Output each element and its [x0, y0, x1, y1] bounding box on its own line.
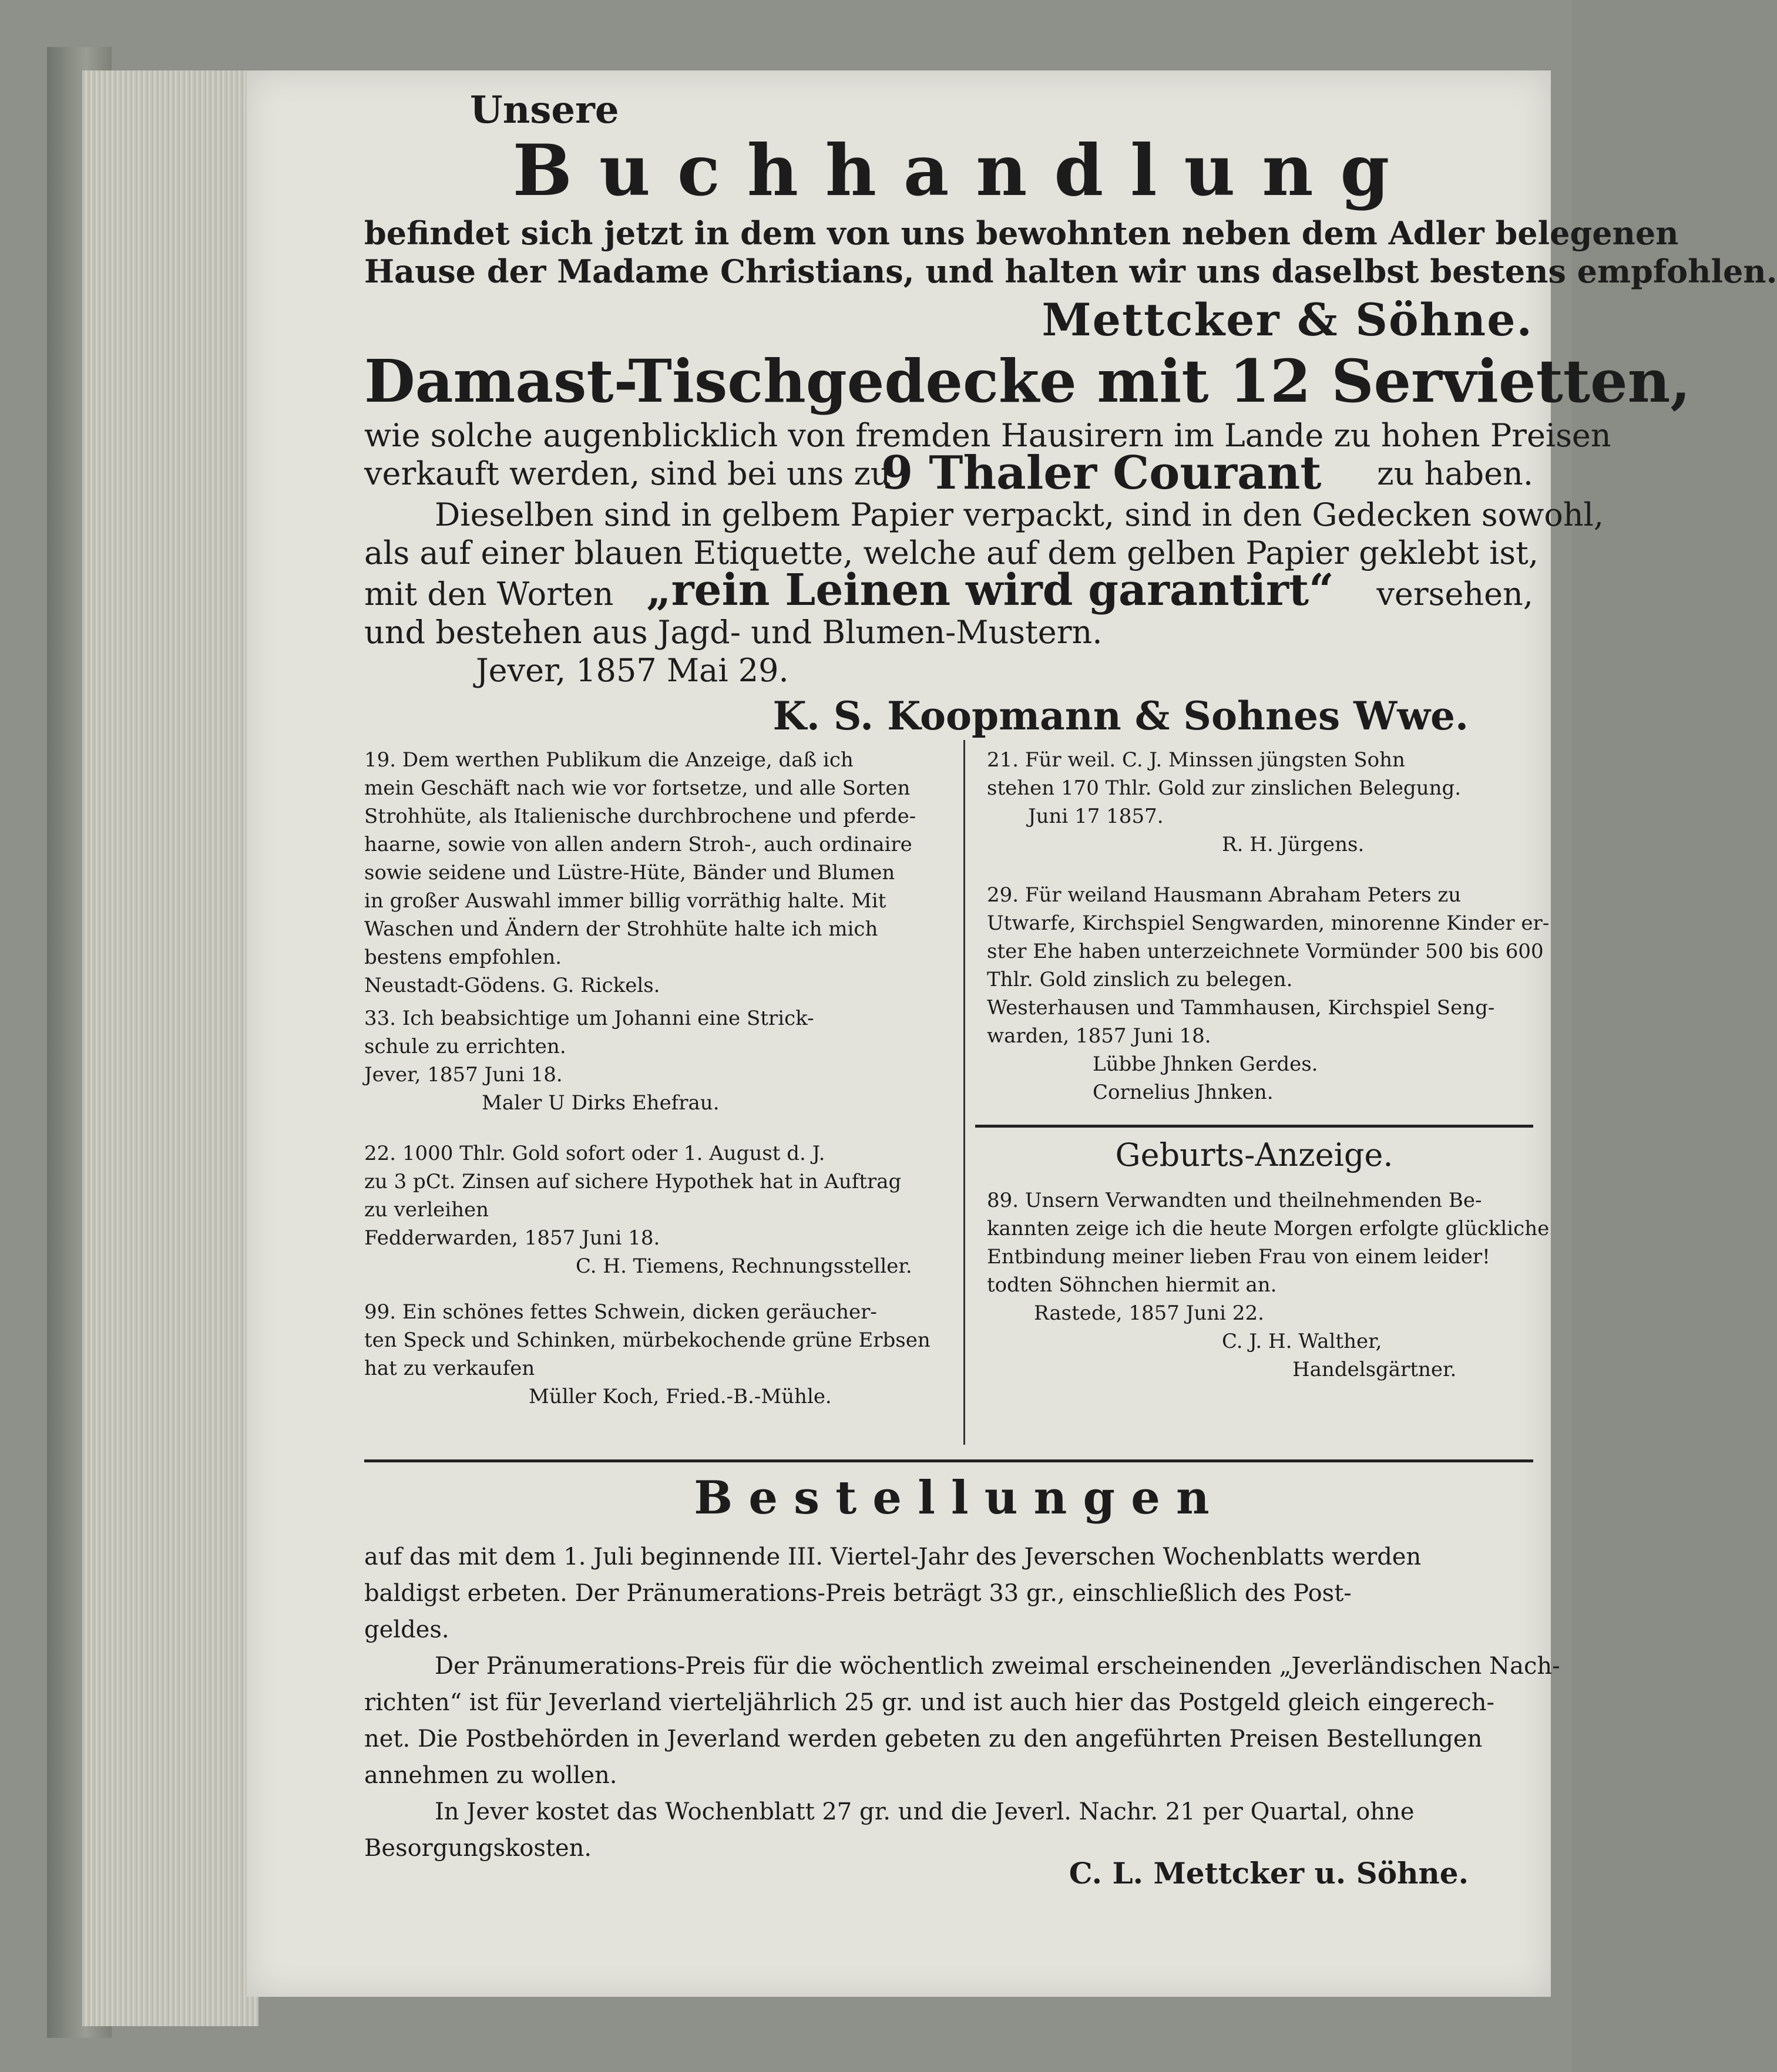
notice-89-line: Rastede, 1857 Juni 22. — [1034, 1301, 1264, 1325]
ad1-line2: Hause der Madame Christians, und halten wir uns daselbst bestens empfohlen. — [364, 253, 1777, 290]
notice-19-line: bestens empfohlen. — [364, 946, 562, 969]
notice-89-line: Handelsgärtner. — [1292, 1358, 1457, 1381]
notice-19-line: Neustadt-Gödens. G. Rickels. — [364, 974, 660, 997]
ad2-price-tail: zu haben. — [1377, 455, 1533, 492]
notice-22-line: C. H. Tiemens, Rechnungssteller. — [576, 1254, 912, 1278]
notice-33-line: Maler U Dirks Ehefrau. — [482, 1091, 720, 1115]
page-edges — [82, 70, 258, 2026]
ad1-unsere: Unsere — [470, 88, 619, 132]
notice-29 — [987, 881, 1550, 1106]
notice-99-line: hat zu verkaufen — [364, 1357, 535, 1380]
notice-89-line: todten Söhnchen hiermit an. — [987, 1273, 1277, 1297]
ad2-line-6: und bestehen aus Jagd- und Blumen-Mustern. — [364, 614, 1103, 651]
ad2-line-1: wie solche augenblicklich von fremden Hausirern im Lande zu hohen Preisen — [364, 417, 1611, 454]
notice-99-line: Müller Koch, Fried.-B.-Mühle. — [529, 1385, 832, 1408]
ad2-motto-tail: versehen, — [1376, 576, 1533, 613]
notice-19-line: Strohhüte, als Italienische durchbrochene und pferde- — [364, 805, 916, 828]
notice-89-line: 89. Unsern Verwandten und theilnehmenden Be- — [987, 1189, 1482, 1212]
divider-rule — [364, 1459, 1533, 1462]
notice-19-line: haarne, sowie von allen andern Stroh-, auch ordinaire — [364, 833, 912, 856]
ad2-headline: Damast-Tischgedecke mit 12 Servietten, — [364, 347, 1691, 416]
notice-99-line: 99. Ein schönes fettes Schwein, dicken geräucher- — [364, 1300, 877, 1324]
ad1-buchhandlung: B u c h h a n d l u n g — [512, 129, 1391, 212]
ad3-line: Der Pränumerations-Preis für die wöchentlich zweimal erscheinenden „Jeverländischen Nach- — [435, 1653, 1560, 1680]
notice-29-line: Thlr. Gold zinslich zu belegen. — [987, 968, 1293, 991]
notice-89-line: kannten zeige ich die heute Morgen erfolgte glückliche — [987, 1217, 1550, 1240]
ad3-line: baldigst erbeten. Der Pränumerations-Preis beträgt 33 gr., einschließlich des Post- — [364, 1580, 1352, 1607]
notice-33-line: Jever, 1857 Juni 18. — [364, 1063, 563, 1087]
ad3-line: richten“ ist für Jeverland vierteljährlich 25 gr. und ist auch hier das Postgeld gleich eingerech- — [364, 1689, 1495, 1716]
ad3-body — [364, 1539, 1560, 1866]
notice-99-line: ten Speck und Schinken, mürbekochende grüne Erbsen — [364, 1328, 931, 1352]
notice-29-line: warden, 1857 Juni 18. — [987, 1024, 1211, 1048]
ad3-line: In Jever kostet das Wochenblatt 27 gr. und die Jeverl. Nachr. 21 per Quartal, ohne — [435, 1798, 1415, 1825]
ad2-line-2: verkauft werden, sind bei uns zu — [364, 455, 891, 492]
ad3-signature: C. L. Mettcker u. Söhne. — [1069, 1856, 1469, 1891]
notice-22-line: Fedderwarden, 1857 Juni 18. — [364, 1226, 660, 1250]
ad1-signature: Mettcker & Söhne. — [1042, 294, 1533, 346]
notice-22-line: zu verleihen — [364, 1198, 489, 1222]
ad3-line: annehmen zu wollen. — [364, 1762, 617, 1789]
notice-29-line: Lübbe Jhnken Gerdes. — [1093, 1052, 1318, 1076]
notice-99 — [364, 1298, 952, 1411]
notice-21-line: stehen 170 Thlr. Gold zur zinslichen Belegung. — [987, 776, 1462, 800]
notice-89-line: C. J. H. Walther, — [1222, 1330, 1382, 1353]
ad2-line-3: Dieselben sind in gelbem Papier verpackt, sind in den Gedecken sowohl, — [435, 496, 1604, 533]
notice-22-line: 22. 1000 Thlr. Gold sofort oder 1. August d. J. — [364, 1142, 825, 1165]
ad3-line: auf das mit dem 1. Juli beginnende III. Viertel-Jahr des Jeverschen Wochenblatts werden — [364, 1543, 1422, 1570]
notice-22 — [364, 1139, 952, 1280]
notice-29-line: ster Ehe haben unterzeichnete Vormünder 500 bis 600 — [987, 940, 1544, 963]
ad2-motto: „rein Leinen wird garantirt“ — [646, 565, 1334, 615]
notice-33 — [364, 1004, 952, 1117]
ad1-line1: befindet sich jetzt in dem von uns bewohnten neben dem Adler belegenen — [364, 214, 1679, 252]
notice-33-line: 33. Ich beabsichtige um Johanni eine Strick- — [364, 1007, 814, 1030]
ad2-line-4: als auf einer blauen Etiquette, welche auf dem gelben Papier geklebt ist, — [364, 534, 1539, 571]
column-divider — [963, 740, 965, 1445]
section-rule — [975, 1125, 1533, 1128]
birth-notice-title: Geburts-Anzeige. — [1115, 1136, 1393, 1173]
notice-21 — [987, 746, 1539, 859]
notice-89 — [987, 1186, 1550, 1384]
notice-19-line: 19. Dem werthen Publikum die Anzeige, daß ich — [364, 748, 854, 772]
notice-19-line: Waschen und Ändern der Strohhüte halte ich mich — [364, 917, 878, 941]
notice-19-line: mein Geschäft nach wie vor fortsetze, und alle Sorten — [364, 776, 911, 800]
ad3-line: Besorgungskosten. — [364, 1835, 592, 1862]
notice-89-line: Entbindung meiner lieben Frau von einem leider! — [987, 1245, 1490, 1269]
newspaper-content — [364, 88, 1777, 1891]
notice-21-line: 21. Für weil. C. J. Minssen jüngsten Sohn — [987, 748, 1405, 772]
ad2-line-5: mit den Worten — [364, 576, 614, 613]
notice-29-line: 29. Für weiland Hausmann Abraham Peters zu — [987, 883, 1462, 907]
notice-21-line: R. H. Jürgens. — [1222, 833, 1365, 856]
notice-29-line: Utwarfe, Kirchspiel Sengwarden, minorenne Kinder er- — [987, 911, 1550, 935]
notice-33-line: schule zu errichten. — [364, 1035, 566, 1058]
notice-19-line: in großer Auswahl immer billig vorräthig halte. Mit — [364, 889, 886, 913]
notice-21-line: Juni 17 1857. — [1028, 805, 1164, 828]
ad2-line-7: Jever, 1857 Mai 29. — [476, 652, 789, 689]
ad2-price: 9 Thaler Courant — [881, 446, 1322, 500]
ad3-title: B e s t e l l u n g e n — [694, 1471, 1210, 1525]
ad3-line: net. Die Postbehörden in Jeverland werden gebeten zu den angeführten Preisen Bestellungen — [364, 1725, 1483, 1753]
ad2-signature: K. S. Koopmann & Sohnes Wwe. — [772, 693, 1469, 739]
notice-29-line: Cornelius Jhnken. — [1093, 1081, 1274, 1104]
notice-29-line: Westerhausen und Tammhausen, Kirchspiel Seng- — [987, 996, 1495, 1020]
ad3-line: geldes. — [364, 1616, 449, 1643]
notice-19 — [364, 746, 952, 1000]
notice-19-line: sowie seidene und Lüstre-Hüte, Bänder und Blumen — [364, 861, 895, 884]
notice-22-line: zu 3 pCt. Zinsen auf sichere Hypothek hat in Auftrag — [364, 1170, 902, 1193]
